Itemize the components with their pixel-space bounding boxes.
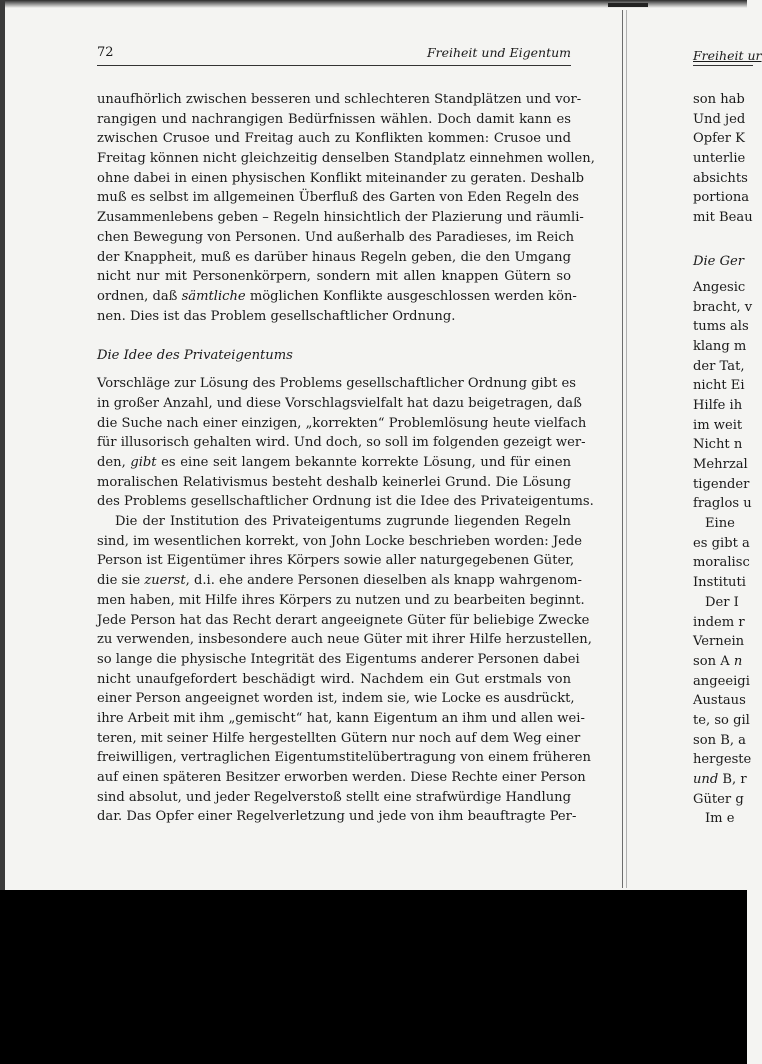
text-line: zwischen Crusoe und Freitag auch zu Konflikten kommen: Crusoe und [97, 131, 571, 147]
right-running-head [693, 45, 762, 66]
section-heading: Die Idee des Privateigentums [97, 348, 293, 364]
text-line: men haben, mit Hilfe ihres Körpers zu nutzen und zu bearbeiten beginnt. [97, 592, 585, 608]
text-line: angeeigi [693, 673, 750, 689]
text-line: fraglos u [693, 496, 752, 512]
text-line: moralischen Relativismus besteht deshalb keinerlei Grund. Die Lösung [97, 474, 571, 490]
text-line: einer Person angeeignet worden ist, indem sie, wie Locke es ausdrückt, [97, 691, 575, 707]
text-line [693, 770, 747, 790]
text-run: son A [693, 653, 734, 669]
text-line: absichts [693, 170, 748, 186]
text-line: Jede Person hat das Recht derart angeeignete Güter für beliebige Zwecke [97, 612, 590, 628]
text-line: so lange die physische Integrität des Eigentums anderer Personen dabei [97, 651, 580, 667]
right-section-heading: Die Ger [693, 253, 745, 269]
text-line: ohne dabei in einen physischen Konflikt miteinander zu geraten. Deshalb [97, 170, 585, 186]
text-line: tigender [693, 476, 750, 492]
text-line: Der I [705, 594, 739, 610]
running-title: Freiheit und Eigentum [426, 45, 571, 60]
text-line: Güter g [693, 791, 744, 807]
paragraph-1 [97, 90, 595, 326]
text-run: den, [97, 455, 131, 470]
emphasis: n [733, 653, 743, 669]
text-line: muß es selbst im allgemeinen Überfluß des Garten von Eden Regeln des [97, 190, 579, 206]
text-line: Vorschläge zur Lösung des Problems gesellschaftlicher Ordnung gibt es [97, 376, 576, 392]
text-line: Opfer K [693, 131, 745, 147]
text-line: mit Beau [693, 210, 753, 226]
text-line: dar. Das Opfer einer Regelverletzung und jede von ihm beauftragte Per- [97, 809, 577, 825]
text-line: unaufhörlich zwischen besseren und schlechteren Standplätzen und vor- [97, 92, 582, 107]
text-line: sind, im wesentlichen korrekt, von John Locke beschrieben worden: Jede [97, 533, 582, 549]
text-line: portiona [693, 190, 750, 206]
text-run: es eine seit langem bekannte korrekte Lösung, und für einen [156, 455, 572, 470]
text-line: des Problems gesellschaftlicher Ordnung ist die Idee des Privateigentums. [97, 494, 594, 510]
text-line: bracht, v [693, 299, 753, 315]
text-line: Die der Institution des Privateigentums zugrunde liegenden Regeln [115, 514, 571, 530]
text-line: Hilfe ih [693, 397, 743, 413]
text-line: in großer Anzahl, und diese Vorschlagsvielfalt hat dazu beigetragen, daß [97, 395, 582, 411]
text-line: Eine [705, 516, 735, 532]
text-line: klang m [693, 338, 747, 354]
paragraph-2 [97, 374, 594, 512]
text-run: B, r [718, 772, 747, 787]
text-line: Vernein [693, 634, 745, 650]
text-line: tums als [693, 319, 749, 335]
text-line: son B, a [693, 732, 746, 748]
text-line: son hab [693, 92, 745, 107]
emphasis: zuerst [144, 573, 186, 589]
text-line: für illusorisch gehalten wird. Und doch, so soll im folgenden gezeigt wer- [97, 435, 586, 451]
text-line: Mehrzal [693, 457, 748, 472]
text-line: moralisc [693, 555, 750, 571]
scan-bottom-area [0, 890, 747, 1064]
text-line [97, 453, 571, 473]
text-line: Zusammenlebens geben – Regeln hinsichtlich der Plazierung und räumli- [97, 210, 584, 226]
text-line: der Tat, [693, 358, 745, 374]
text-line: zu verwenden, insbesondere auch neue Güter mit ihrer Hilfe herzustellen, [97, 632, 592, 648]
left-running-head [97, 45, 571, 66]
text-run: die sie [97, 573, 145, 589]
text-line: Instituti [693, 575, 746, 591]
text-line: rangigen und nachrangigen Bedürfnissen wählen. Doch damit kann es [97, 111, 571, 127]
paragraph-3 [97, 512, 592, 827]
emphasis: gibt [130, 455, 157, 470]
text-line: Freitag können nicht gleichzeitig denselben Standplatz einnehmen wollen, [97, 151, 595, 167]
text-line: Austaus [693, 693, 746, 709]
text-line [97, 287, 577, 307]
text-line: nicht nur mit Personenkörpern, sondern mit allen knappen Gütern so [97, 269, 571, 285]
text-line: hergeste [693, 752, 752, 768]
text-line: der Knappheit, muß es darüber hinaus Regeln geben, die den Umgang [97, 249, 571, 265]
text-line: Angesic [693, 279, 746, 295]
text-line: Nicht n [693, 437, 743, 453]
text-run: möglichen Konflikte ausgeschlossen werden kön- [245, 288, 577, 304]
text-line: sind absolut, und jeder Regelverstoß stellt eine strafwürdige Handlung [97, 789, 571, 805]
page-gutter-shadow [626, 10, 627, 888]
text-line: ihre Arbeit mit ihm „gemischt“ hat, kann Eigentum an ihm und allen wei- [97, 710, 585, 726]
text-line: freiwilligen, vertraglichen Eigentumstitelübertragung von einem früheren [97, 750, 591, 766]
page-gutter [622, 10, 623, 888]
left-page-body [97, 90, 595, 827]
text-line: nen. Dies ist das Problem gesellschaftlicher Ordnung. [97, 308, 456, 324]
text-line: die Suche nach einer einzigen, „korrekten“ Problemlösung heute vielfach [97, 415, 587, 431]
text-line: unterlie [693, 151, 746, 167]
text-line [693, 652, 747, 672]
text-line: Im e [705, 811, 735, 827]
emphasis: sämtliche [181, 288, 246, 304]
text-line: nicht Ei [693, 378, 745, 394]
text-line: Person ist Eigentümer ihres Körpers sowie aller naturgegebenen Güter, [97, 553, 575, 569]
right-running-title: Freiheit ur [693, 48, 762, 63]
scan-top-mark [608, 3, 648, 7]
text-line: teren, mit seiner Hilfe hergestellten Gütern nur noch auf dem Weg einer [97, 730, 581, 746]
text-run: , d.i. ehe andere Personen dieselben als knapp wahrgenom- [185, 573, 582, 589]
text-line: te, so gil [693, 712, 750, 728]
text-line: im weit [693, 417, 743, 433]
right-page-body [693, 90, 753, 829]
text-line: nicht unaufgefordert beschädigt wird. Nachdem ein Gut erstmals von [97, 671, 571, 687]
text-run: ordnen, daß [97, 288, 182, 304]
emphasis: und [693, 772, 719, 787]
text-line [97, 571, 582, 591]
text-line: indem r [693, 614, 745, 630]
text-line: auf einen späteren Besitzer erworben werden. Diese Rechte einer Person [97, 770, 586, 785]
text-line: Und jed [693, 111, 746, 127]
scan-left-edge [0, 0, 5, 890]
text-line: es gibt a [693, 535, 750, 551]
page-number: 72 [97, 45, 114, 60]
text-line: chen Bewegung von Personen. Und außerhalb des Paradieses, im Reich [97, 229, 575, 245]
